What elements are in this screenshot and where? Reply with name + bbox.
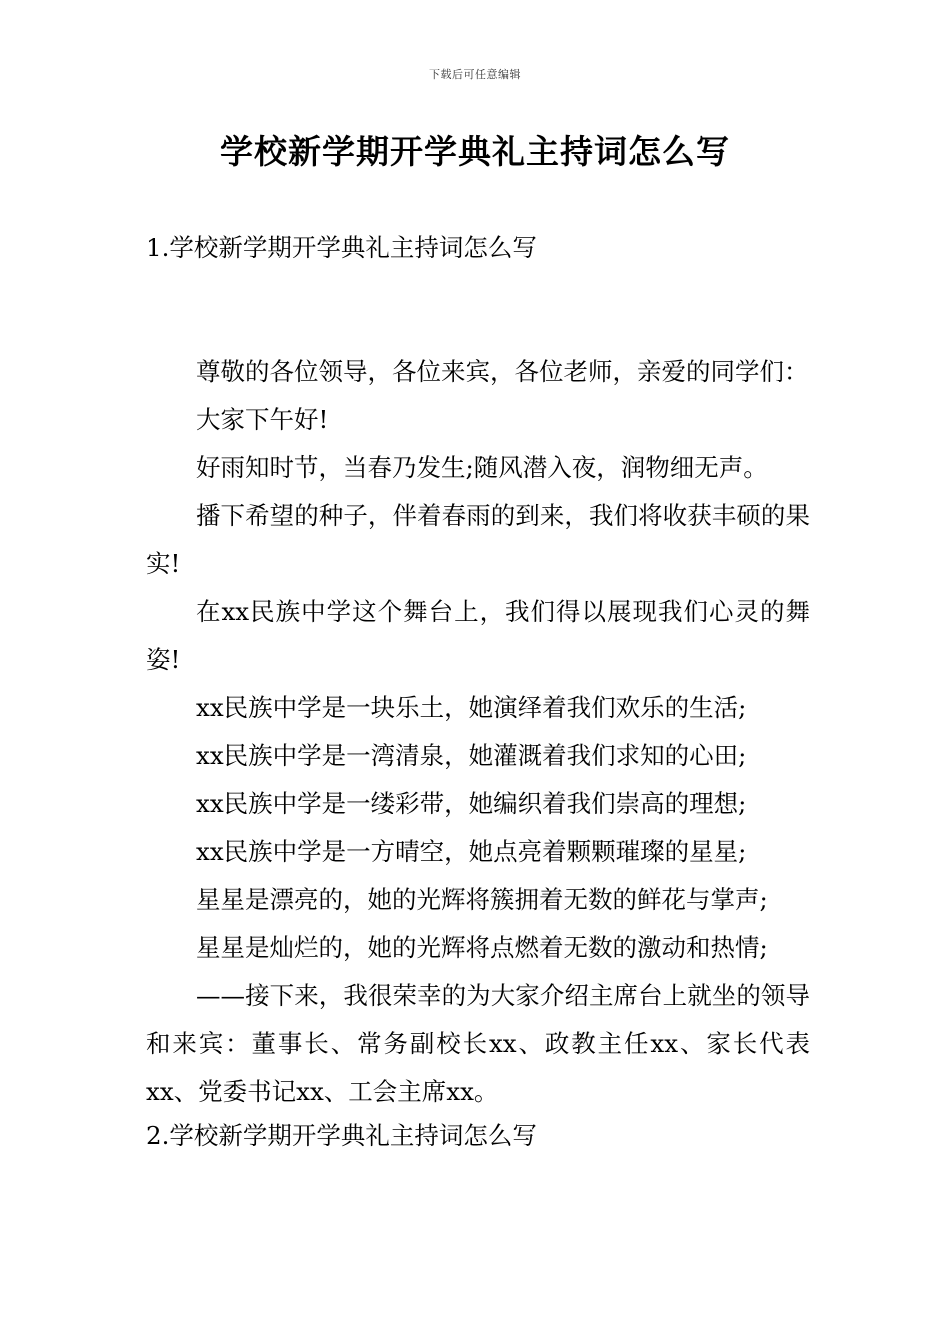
section-heading-2: 2.学校新学期开学典礼主持词怎么写 bbox=[146, 1121, 537, 1150]
paragraph-introduction: ——接下来，我很荣幸的为大家介绍主席台上就坐的领导和来宾：董事长、常务副校长xx、政教主任xx、家长代表xx、党委书记xx、工会主席xx。 bbox=[146, 981, 810, 1106]
paragraph-greeting: 尊敬的各位领导，各位来宾，各位老师，亲爱的同学们： bbox=[196, 357, 809, 386]
paragraph: 好雨知时节，当春乃发生;随风潜入夜，润物细无声。 bbox=[196, 453, 768, 482]
paragraph: xx民族中学是一方晴空，她点亮着颗颗璀璨的星星; bbox=[196, 837, 747, 866]
document-title: 学校新学期开学典礼主持词怎么写 bbox=[220, 132, 730, 171]
section-heading-1: 1.学校新学期开学典礼主持词怎么写 bbox=[146, 233, 537, 262]
paragraph: 大家下午好! bbox=[196, 405, 329, 434]
paragraph: 星星是漂亮的，她的光辉将簇拥着无数的鲜花与掌声; bbox=[196, 885, 768, 914]
paragraph: xx民族中学是一缕彩带，她编织着我们崇高的理想; bbox=[196, 789, 747, 818]
header-note: 下载后可任意编辑 bbox=[429, 68, 521, 81]
paragraph: xx民族中学是一块乐土，她演绎着我们欢乐的生活; bbox=[196, 693, 747, 722]
document-body bbox=[146, 228, 810, 1156]
paragraph: 星星是灿烂的，她的光辉将点燃着无数的激动和热情; bbox=[196, 933, 768, 962]
paragraph: 播下希望的种子，伴着春雨的到来，我们将收获丰硕的果实! bbox=[146, 501, 810, 578]
spacer bbox=[146, 268, 810, 348]
paragraph: xx民族中学是一湾清泉，她灌溉着我们求知的心田; bbox=[196, 741, 747, 770]
paragraph: 在xx民族中学这个舞台上，我们得以展现我们心灵的舞姿! bbox=[146, 597, 810, 674]
